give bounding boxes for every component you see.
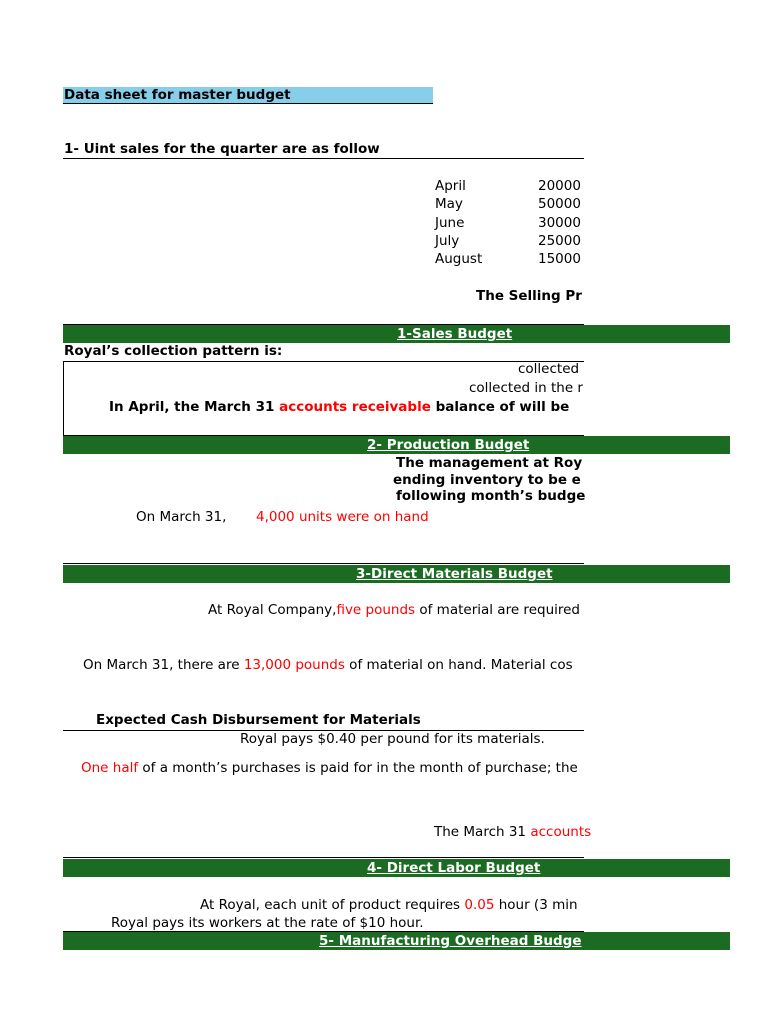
cash-disbursement-heading: Expected Cash Disbursement for Materials: [96, 712, 421, 728]
production-budget-title[interactable]: 2- Production Budget: [367, 437, 530, 453]
labor-suffix: hour (3 min: [494, 897, 578, 913]
direct-labor-band: [63, 859, 730, 877]
sales-units: 25000: [538, 233, 581, 249]
on-hand-label: On March 31,: [136, 509, 227, 525]
material-price-line: Royal pays $0.40 per pound for its materials.: [240, 731, 545, 747]
sales-units: 50000: [538, 196, 581, 212]
labor-hours-line: [200, 897, 584, 913]
ap-highlight: accounts: [530, 824, 592, 840]
sales-month: August: [435, 251, 483, 267]
material-onhand-prefix: On March 31, there are: [83, 657, 244, 673]
labor-rate-line: Royal pays its workers at the rate of $10 hour.: [111, 915, 424, 931]
production-budget-band: [63, 436, 730, 454]
direct-materials-band: [63, 565, 730, 583]
sales-month: April: [435, 178, 466, 194]
row-divider: [63, 563, 584, 564]
ar-suffix: balance of will be: [430, 399, 570, 415]
material-onhand-suffix: of material on hand. Material cos: [344, 657, 573, 673]
material-req-suffix: of material are required: [415, 602, 580, 618]
payment-pattern-line: [81, 760, 584, 776]
material-on-hand-line: [83, 657, 584, 673]
direct-labor-title[interactable]: 4- Direct Labor Budget: [367, 860, 541, 876]
payment-half-suffix: of a month’s purchases is paid for in the month of purchase; the: [138, 760, 578, 776]
selling-price-text: The Selling Pr: [476, 288, 582, 304]
sales-budget-title[interactable]: 1-Sales Budget: [397, 326, 513, 342]
material-req-prefix: At Royal Company,: [208, 602, 337, 618]
labor-highlight: 0.05: [464, 897, 495, 913]
manufacturing-overhead-band: [63, 932, 730, 950]
sales-budget-band: [63, 325, 730, 343]
collection-line: collected in the r: [469, 380, 583, 396]
material-onhand-highlight: 13,000 pounds: [243, 657, 345, 673]
production-mgmt-line: following month’s budge: [396, 488, 586, 504]
manufacturing-overhead-title[interactable]: 5- Manufacturing Overhead Budge: [319, 933, 582, 949]
material-requirement-line: [208, 602, 584, 618]
unit-sales-heading: 1- Uint sales for the quarter are as follow: [64, 141, 380, 157]
heading-underline: [63, 158, 584, 159]
collection-line: collected: [518, 361, 580, 377]
row-divider: [63, 857, 584, 858]
collection-heading: Royal’s collection pattern is:: [64, 343, 283, 359]
ar-collection-line: [109, 399, 584, 415]
on-hand-units: 4,000 units were on hand: [256, 509, 429, 525]
sheet-title: Data sheet for master budget: [63, 87, 433, 104]
sales-month: July: [435, 233, 460, 249]
direct-materials-title[interactable]: 3-Direct Materials Budget: [356, 566, 553, 582]
ar-highlight: accounts receivable: [279, 399, 431, 415]
sales-month: May: [435, 196, 463, 212]
production-mgmt-line: The management at Roy: [396, 455, 583, 471]
accounts-payable-line: [434, 824, 592, 840]
sales-units: 15000: [538, 251, 581, 267]
sales-month: June: [435, 215, 465, 231]
sales-units: 30000: [538, 215, 581, 231]
sales-units: 20000: [538, 178, 581, 194]
labor-prefix: At Royal, each unit of product requires: [200, 897, 465, 913]
ap-prefix: The March 31: [434, 824, 531, 840]
material-req-highlight: five pounds: [336, 602, 416, 618]
payment-half-highlight: One half: [81, 760, 139, 776]
ar-prefix: In April, the March 31: [109, 399, 280, 415]
production-mgmt-line: ending inventory to be e: [393, 472, 581, 488]
